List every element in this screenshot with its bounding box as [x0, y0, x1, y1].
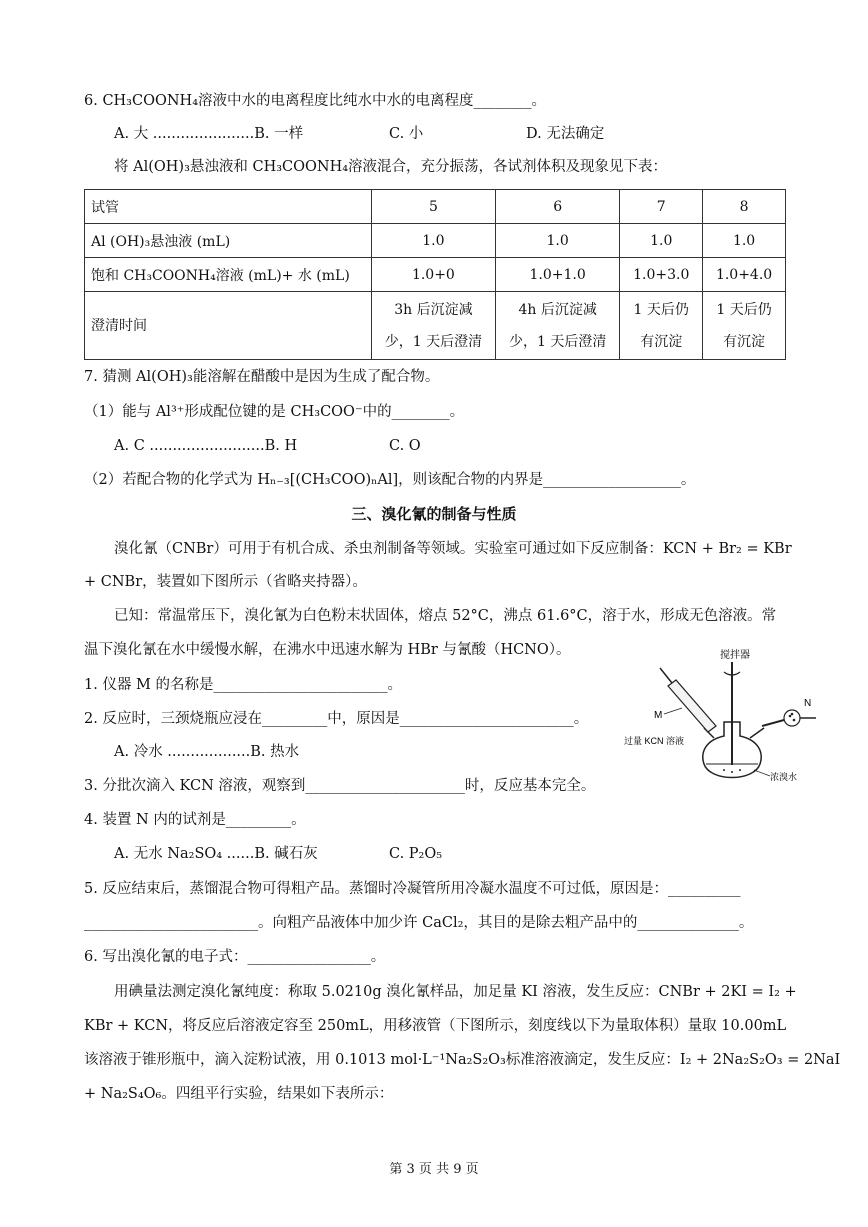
table-cell: 1.0+3.0: [620, 258, 703, 292]
cell-line: 有沉淀: [640, 333, 683, 350]
s3q6: 6. 写出溴化氰的电子式：_________________。: [84, 949, 386, 965]
section-intro-1: 溴化氰（CNBr）可用于有机合成、杀虫剂制备等领域。实验室可通过如下反应制备：KCN + Br₂ = KBr: [114, 541, 792, 557]
q7-option-ab: A. C .........................B. H: [114, 438, 298, 454]
bromine-label: 浓溴水: [770, 772, 798, 782]
q6-stem: 6. CH₃COONH₄溶液中水的电离程度比纯水中水的电离程度________。: [84, 93, 547, 109]
titration-line2: KBr + KCN，将反应后溶液定容至 250mL，用移液管（下图所示，刻度线以下为量取体积）量取 10.00mL: [84, 1018, 787, 1034]
table-cell: 6: [495, 190, 619, 224]
table-cell: [620, 292, 703, 360]
table-cell: [371, 292, 495, 360]
table-cell: 饱和 CH₃COONH₄溶液 (mL)+ 水 (mL): [85, 258, 372, 292]
cell-line: 4h 后沉淀减: [518, 301, 597, 318]
q7-sub2: （2）若配合物的化学式为 Hₙ₋₃[(CH₃COO)ₙAl]，则该配合物的内界是___________________。: [84, 472, 696, 488]
drying-tube-n: [784, 710, 800, 726]
titration-line4: + Na₂S₄O₆。四组平行实验，结果如下表所示：: [84, 1086, 394, 1102]
table-cell: 8: [703, 190, 786, 224]
table-cell: 1.0: [495, 224, 619, 258]
s3q2-options: A. 冷水 ..................B. 热水: [114, 744, 300, 760]
right-neck: [750, 728, 764, 738]
table-cell: 1.0: [703, 224, 786, 258]
kcn-label: 过量 KCN 溶液: [624, 736, 685, 746]
cell-line: 1 天后仍: [633, 301, 689, 318]
table-cell: [703, 292, 786, 360]
cell-line: 3h 后沉淀减: [394, 301, 473, 318]
page-footer: 第 3 页 共 9 页: [389, 1162, 479, 1177]
table-cell: 1.0+4.0: [703, 258, 786, 292]
known-1: 已知：常温常压下，溴化氰为白色粉末状固体，熔点 52°C，沸点 61.6°C，溶于水，形成无色溶液。常: [114, 608, 777, 624]
s3q4-option-ab: A. 无水 Na₂SO₄ ......B. 碱石灰: [114, 846, 318, 862]
table-cell: 5: [371, 190, 495, 224]
q7-stem: 7. 猜测 Al(OH)₃能溶解在醋酸中是因为生成了配合物。: [84, 369, 440, 385]
apparatus-diagram: [624, 640, 824, 800]
q6-option-ab: A. 大 ......................B. 一样: [114, 126, 304, 142]
stirrer-label: 搅拌器: [720, 650, 750, 661]
titration-line1: 用碘量法测定溴化氰纯度：称取 5.0210g 溴化氰样品，加足量 KI 溶液，发生反应：CNBr + 2KI = I₂ +: [114, 984, 797, 1000]
table-row: [85, 292, 786, 360]
table-header-row: [85, 190, 786, 224]
s3q4-option-c: C. P₂O₅: [389, 846, 443, 862]
table-intro: 将 Al(OH)₃悬浊液和 CH₃COONH₄溶液混合，充分振荡，各试剂体积及现象见下表：: [114, 159, 668, 175]
known-2: 温下溴化氰在水中缓慢水解，在沸水中迅速水解为 HBr 与氰酸（HCNO）。: [84, 642, 571, 658]
table-cell: 1.0+1.0: [495, 258, 619, 292]
table-cell: 1.0: [371, 224, 495, 258]
s3q4-stem: 4. 装置 N 内的试剂是_________。: [84, 812, 306, 828]
section-title: 三、溴化氰的制备与性质: [351, 505, 517, 523]
drying-tube-stem: [762, 720, 784, 726]
dropping-funnel-m: [668, 680, 716, 732]
cell-line: 1 天后仍: [716, 301, 772, 318]
table-cell: 1.0+0: [371, 258, 495, 292]
q6-option-c: C. 小: [389, 126, 424, 142]
table-cell: 澄清时间: [85, 292, 372, 360]
cell-line: 少，1 天后澄清: [384, 333, 483, 350]
s3q2-stem: 2. 反应时，三颈烧瓶应浸在_________中，原因是________________________。: [84, 711, 589, 727]
table-row: [85, 224, 786, 258]
table-cell: 试管: [85, 190, 372, 224]
s3q1: 1. 仪器 M 的名称是________________________。: [84, 677, 403, 693]
table-row: [85, 258, 786, 292]
s3q5-line1: 5. 反应结束后，蒸馏混合物可得粗产品。蒸馏时冷凝管所用冷凝水温度不可过低，原因是：__________: [84, 881, 741, 897]
table-cell: [495, 292, 619, 360]
table-cell: Al (OH)₃悬浊液 (mL): [85, 224, 372, 258]
cell-line: 有沉淀: [723, 333, 766, 350]
s3q5-line2: ________________________。向粗产品液体中加少许 CaCl₂，其目的是除去粗产品中的______________。: [84, 915, 754, 931]
q7-sub1: （1）能与 Al³⁺形成配位键的是 CH₃COO⁻中的________。: [84, 404, 465, 420]
n-label: N: [804, 698, 812, 709]
s3q3: 3. 分批次滴入 KCN 溶液，观察到______________________时，反应基本完全。: [84, 778, 596, 794]
experiment-table: [84, 189, 786, 360]
table-cell: 1.0: [620, 224, 703, 258]
section-intro-2: + CNBr，装置如下图所示（省略夹持器）。: [84, 574, 367, 590]
q7-option-c: C. O: [389, 438, 421, 454]
titration-line3: 该溶液于锥形瓶中，滴入淀粉试液，用 0.1013 mol·L⁻¹Na₂S₂O₃标准溶液滴定，发生反应：I₂ + 2Na₂S₂O₃ = 2NaI: [84, 1052, 841, 1068]
m-label: M: [654, 710, 663, 721]
q6-option-d: D. 无法确定: [526, 126, 605, 142]
table-cell: 7: [620, 190, 703, 224]
cell-line: 少，1 天后澄清: [508, 333, 607, 350]
